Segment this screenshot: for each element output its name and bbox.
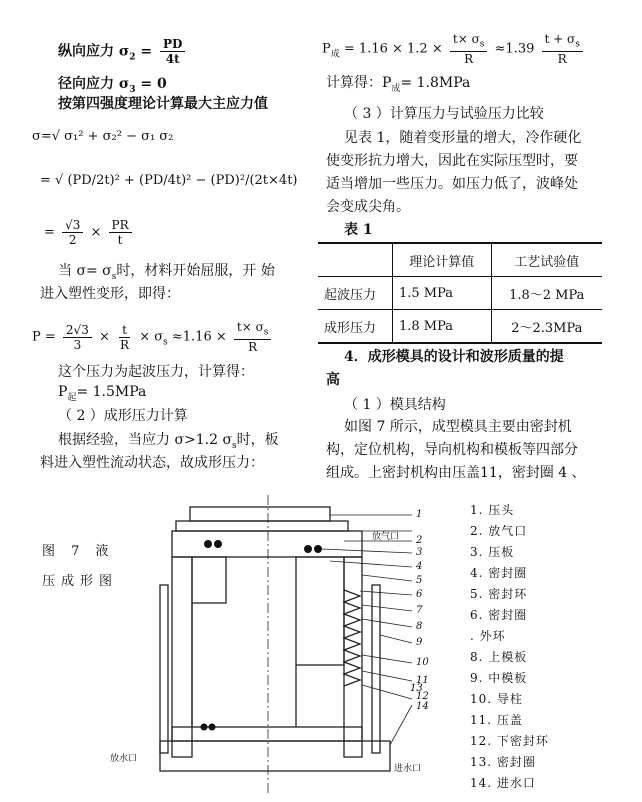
stress-longitudinal: [58, 37, 188, 66]
equation-p-cheng: [322, 32, 586, 66]
seal-ring: [314, 545, 322, 553]
text: =: [140, 43, 153, 60]
press-plate: [176, 521, 348, 531]
numerator: √3: [62, 218, 83, 233]
figure-caption-2: 压成形图: [42, 574, 119, 589]
section-heading-3: （ 3 ）计算压力与试验压力比较: [344, 106, 544, 122]
sub: s: [575, 39, 580, 50]
part-number: 14: [416, 701, 429, 712]
legend-item: 11. 压盖: [470, 713, 523, 727]
section-heading-2: （ 2 ）成形压力计算: [58, 408, 188, 424]
denominator: R: [120, 337, 130, 352]
legend-item: 4. 密封圈: [470, 566, 528, 580]
text: P: [58, 384, 68, 400]
paragraph-structure-3: 组成。上密封机构由压盖11，密封圈 4 、: [326, 465, 586, 481]
text: P: [322, 41, 331, 57]
denominator: 2: [68, 233, 77, 247]
text: ×: [90, 225, 102, 240]
denominator: R: [464, 52, 474, 67]
guide-post: [160, 585, 168, 753]
fraction: [542, 32, 583, 66]
numerator: t: [119, 323, 130, 338]
text: 计算得：P: [326, 75, 392, 91]
seal-ring: [204, 540, 212, 548]
fourth-strength-heading: 按第四强度理论计算最大主应力值: [58, 96, 268, 112]
part-number: 9: [416, 637, 423, 648]
fraction: [63, 323, 92, 352]
text: = 1.5MPa: [76, 384, 147, 400]
text: t + σ: [544, 32, 576, 46]
part-number: 11: [416, 675, 429, 686]
table-header: 理论计算值: [393, 244, 492, 277]
paragraph-structure-1: 如图 7 所示，成型模具主要由密封机: [344, 419, 572, 435]
section-heading-4-cont: 高: [326, 372, 340, 388]
fraction: [117, 323, 132, 352]
legend-item: 6. 密封圈: [470, 608, 528, 622]
table-body: [318, 244, 602, 342]
section-heading-5: （ 1 ）模具结构: [344, 397, 446, 413]
table-cell: 1.8～2 MPa: [491, 277, 602, 310]
upper-seal-block: [192, 557, 226, 603]
guide-post: [372, 585, 380, 753]
part-number: 5: [416, 575, 423, 586]
seal-ring: [201, 724, 208, 731]
legend-item: 10. 导柱: [470, 692, 523, 706]
legend-item: 14. 进水口: [470, 776, 536, 790]
fraction: [234, 320, 272, 354]
numerator: [234, 320, 272, 340]
table-header: 工艺试验值: [491, 244, 602, 277]
paragraph-compare-3: 适当增加一些压力。如压力低了，波峰处: [326, 176, 578, 192]
sub: s: [232, 440, 237, 451]
table-row: [318, 310, 602, 343]
table-cell: 2～2.3MPa: [491, 310, 602, 343]
text: 时，材料开始屈服，开 始: [116, 263, 275, 279]
part-number: 4: [416, 561, 423, 572]
denominator: 4t: [165, 52, 180, 66]
denominator: t: [117, 233, 123, 247]
part-number: 12: [416, 691, 429, 702]
label-water-inlet: 进水口: [394, 764, 422, 774]
legend-item: 2. 放气口: [470, 524, 528, 538]
figure-caption-1: 图 7 液: [42, 544, 115, 559]
part-number: 2: [416, 535, 423, 546]
legend-item: 8. 上模板: [470, 650, 528, 664]
sub: 2: [129, 52, 136, 63]
paragraph-wave-pressure: 这个压力为起波压力，计算得：: [58, 364, 254, 380]
bellows-wave: [344, 590, 360, 686]
table-cell: [318, 244, 393, 277]
part-number: 10: [416, 657, 429, 668]
value-p-cheng: [326, 75, 470, 98]
part-number: 8: [416, 621, 423, 632]
text: 当 σ= σ: [58, 263, 112, 279]
paragraph-yield-2: 进入塑性变形，即得：: [40, 286, 180, 302]
base-plate: [160, 741, 390, 771]
sub: 成: [330, 49, 340, 60]
table-cell: 1.5 MPa: [393, 277, 492, 310]
numerator: PR: [109, 218, 132, 233]
text: = 1.8MPa: [400, 75, 471, 91]
numerator: [450, 32, 488, 52]
sub: s: [111, 271, 117, 282]
fraction: [160, 37, 185, 66]
paragraph-experience: [58, 432, 279, 455]
text: 纵向应力 σ: [58, 43, 130, 60]
sub: 成: [391, 83, 401, 94]
leader-lines: [322, 515, 412, 745]
sub: 起: [67, 392, 77, 403]
paragraph-structure-2: 构，定位机构，导向机构和模板等四部分: [326, 442, 578, 458]
part-number: 6: [416, 589, 423, 600]
press-head: [190, 507, 330, 521]
table-row: [318, 277, 602, 310]
table-cell: 起波压力: [324, 287, 377, 303]
numerator: [542, 32, 583, 52]
text: 根据经验，当应力 σ>1.2 σ: [58, 432, 233, 448]
numerator: PD: [160, 37, 185, 52]
text: = 1.16 × 1.2 ×: [343, 41, 443, 57]
section-heading-4: 4．成形模具的设计和波形质量的提: [344, 349, 564, 365]
text: t× σ: [452, 32, 480, 46]
legend-item: 5. 密封环: [470, 587, 528, 601]
text: 时，板: [236, 432, 279, 448]
part-number: 13: [410, 683, 423, 694]
table-title: 表 1: [344, 222, 373, 238]
sub: s: [163, 337, 168, 348]
label-air-vent: 放气口: [372, 532, 400, 542]
legend-item: 9. 中模板: [470, 671, 528, 685]
part-number: 3: [416, 547, 423, 558]
text: ≈1.16 ×: [171, 329, 227, 345]
upper-die-plate: [172, 531, 362, 557]
paragraph-compare-1: 见表 1，随着变形量的增大，冷作硬化: [344, 130, 582, 146]
equation-result: [44, 218, 135, 247]
text: ≈1.39: [494, 41, 535, 57]
paragraph-yield: [58, 263, 275, 286]
part-number: 1: [416, 509, 423, 520]
text: t× σ: [236, 320, 264, 334]
table-header-row: [318, 244, 602, 277]
label-drain: 放水口: [110, 754, 138, 764]
table-cell: 1.8 MPa: [393, 310, 492, 343]
denominator: R: [557, 52, 567, 67]
hydraulic-forming-diagram: [100, 495, 445, 795]
equation-p: [32, 320, 274, 354]
text: = 0: [140, 76, 167, 92]
table-1: [318, 242, 602, 344]
seal-ring: [304, 545, 312, 553]
paragraph-compare-4: 会变成尖角。: [326, 199, 410, 215]
legend-item: 1. 压头: [470, 503, 515, 517]
seal-ring: [214, 540, 222, 548]
seal-ring: [209, 724, 216, 731]
legend-item: . 外环: [470, 629, 506, 643]
fraction: [450, 32, 488, 66]
paragraph-experience-2: 料进入塑性流动状态，故成形压力：: [40, 455, 264, 471]
text: ×: [98, 329, 110, 345]
lower-die-plate: [172, 727, 362, 741]
legend-item: 3. 压板: [470, 545, 515, 559]
paragraph-compare-2: 使变形抗力增大，因此在实际压型时，要: [326, 153, 578, 169]
equation-sigma: σ=√ σ₁² + σ₂² − σ₁ σ₂: [32, 129, 174, 144]
denominator: R: [248, 340, 258, 355]
numerator: 2√3: [63, 323, 92, 338]
text: × σ: [139, 329, 164, 345]
sub: s: [479, 39, 485, 50]
text: P =: [32, 329, 56, 345]
text: 径向应力 σ: [58, 76, 130, 92]
legend-item: 13. 密封圈: [470, 755, 536, 769]
fraction: [109, 218, 132, 247]
fraction: [62, 218, 83, 247]
right-mold-block: [296, 557, 344, 665]
sub: s: [263, 327, 269, 338]
text: =: [44, 225, 55, 240]
sub: 3: [129, 84, 136, 95]
value-p-qi: [58, 384, 146, 407]
denominator: 3: [73, 337, 82, 352]
legend-item: 12. 下密封环: [470, 734, 549, 748]
part-number: 7: [416, 605, 423, 616]
table-cell: 成形压力: [324, 320, 377, 336]
figure-legend: [470, 500, 549, 794]
equation-expanded: = √ (PD/2t)² + (PD/4t)² − (PD)²/(2t×4t): [40, 173, 298, 188]
